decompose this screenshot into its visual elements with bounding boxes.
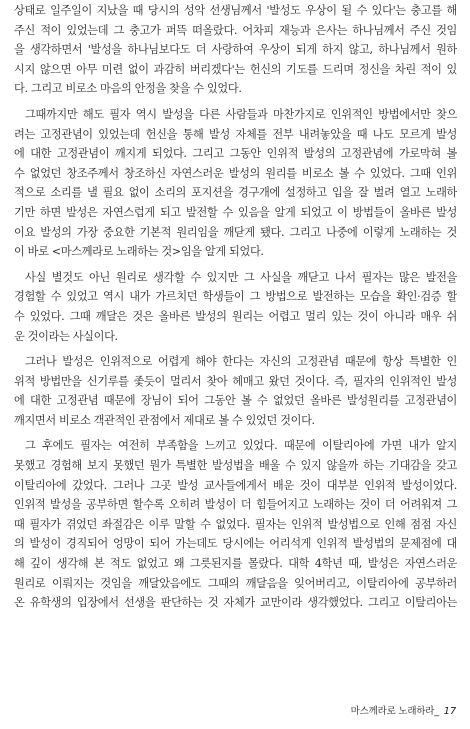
text-line: 수 있었다. 그때 깨달은 것은 올바른 발성의 원리는 어렵고 멀리 있는 것이 아니라 매우 쉬 bbox=[14, 309, 457, 323]
text-line: 해 깊이 생각해 본 적도 없었고 왜 그릇된지를 몰랐다. 대학 4학년 때, 발성은 자연스러운 bbox=[14, 557, 457, 571]
text-line: 수 없었던 창조주께서 창조하신 자연스러운 발성의 원리를 비로소 볼 수 있었다. 그때 인위 bbox=[14, 166, 457, 180]
text-line: 이탈리아에 갔었다. 그러나 그곳 발성 교사들에게서 배운 것이 대부분 인위적 발성이었다. bbox=[14, 478, 457, 492]
text-line: 기만 하면 발성은 자연스럽게 되고 발전할 수 있음을 알게 되었고 이 방법들이 올바른 발성 bbox=[14, 205, 457, 219]
paragraph-1 bbox=[14, 1, 457, 99]
text-line: 이 바로 <마스께라로 노래하는 것>임을 알게 되었다. bbox=[14, 245, 264, 259]
running-title: 마스께라로 노래하라 bbox=[350, 706, 435, 717]
page-footer bbox=[351, 703, 456, 717]
paragraph-5 bbox=[14, 436, 457, 612]
text-line: 깨지면서 비로소 객관적인 관점에서 제대로 볼 수 있었던 것이다. bbox=[14, 413, 315, 427]
page-number: 17 bbox=[443, 706, 456, 717]
text-line: 운 것이라는 사실이다. bbox=[14, 329, 118, 343]
text-line: 원리로 이뤄지는 것임을 깨달았음에도 그때의 깨달음을 잊어버리고, 이탈리아에 공부하러 bbox=[14, 576, 457, 590]
text-line: 을 생각하면서 '발성을 하나님보다도 더 사랑하여 우상이 되게 하지 않고, 하나님께서 원하 bbox=[14, 43, 457, 57]
text-line: 상태로 일주일이 지났을 때 당시의 성악 선생님께서 '발성도 우상이 될 수 있다'는 충고를 해 bbox=[14, 4, 457, 17]
text-line: 다. 그리고 비로소 마음의 안정을 찾을 수 있었다. bbox=[14, 82, 242, 96]
text-line: 적으로 소리를 낼 필요 없이 소리의 포지션을 경구개에 설정하고 입을 잘 벌려 열고 노래하 bbox=[14, 186, 457, 200]
text-line: 주신 적이 있었는데 그 충고가 퍼뜩 떠올랐다. 어차피 재능과 은사는 하나님께서 주신 것임 bbox=[14, 23, 457, 37]
paragraph-4 bbox=[14, 352, 457, 430]
body-text bbox=[14, 1, 457, 619]
text-line: 온 유학생의 입장에서 선생을 판단하는 것 자체가 교만이라 생각했었다. 그리고 이탈리아는 bbox=[14, 596, 457, 610]
text-line: 인위적 발성을 공부하면 할수록 오히려 발성이 더 힘들어지고 노래하는 것이 더 어려워져 그 bbox=[14, 498, 457, 512]
text-line: 때 필자가 겪었던 좌절감은 이루 말할 수 없었다. 필자는 인위적 발성법으로 인해 점점 자신 bbox=[14, 517, 457, 531]
paragraph-3 bbox=[14, 268, 457, 346]
paragraph-2 bbox=[14, 105, 457, 262]
text-line: 려는 고정관념이 있었는데 헌신을 통해 발성 자체를 전부 내려놓았을 때 나도 모르게 발성 bbox=[14, 127, 457, 141]
text-line: 경험할 수 있었고 역시 내가 가르치던 학생들이 그 방법으로 발전하는 모습을 확인·검증 할 bbox=[14, 290, 457, 304]
text-line: 시지 않으면 아무 미련 없이 과감히 버리겠다'는 헌신의 기도를 드리며 정신을 차린 적이 있 bbox=[14, 62, 457, 76]
text-line: 에 대한 고정관념 때문에 장님이 되어 그동안 볼 수 없었던 올바른 발성원리를 고정관념이 bbox=[14, 394, 457, 408]
text-line: 그때까지만 해도 필자 역시 발성을 다른 사람들과 마찬가지로 인위적인 방법에서만 찾으 bbox=[25, 107, 457, 121]
footer-separator: _ bbox=[434, 706, 439, 717]
text-line: 의 발성이 경직되어 엉망이 되어 가는데도 당시에는 어리석게 인위적 발성법의 문제점에 대 bbox=[14, 537, 457, 551]
text-line: 못했고 경험해 보지 못했던 뭔가 특별한 발성법을 배울 수 있지 않을까 하는 기대감을 갖고 bbox=[14, 459, 457, 473]
text-line: 사실 별것도 아닌 원리로 생각할 수 있지만 그 사실을 깨닫고 나서 필자는 많은 발전을 bbox=[25, 270, 457, 284]
text-line: 위적 방법만을 신기루를 좇듯이 멀리서 찾아 헤매고 왔던 것이다. 즉, 필자의 인위적인 발성 bbox=[14, 374, 457, 388]
text-line: 에 대한 고정관념이 깨지게 되었다. 그리고 그동안 인위적 발성의 고정관념에 가로막혀 볼 bbox=[14, 147, 457, 161]
text-line: 이요 발성의 가장 중요한 기본적 원리임을 깨닫게 됐다. 그리고 나중에 이렇게 노래하는 것 bbox=[14, 225, 457, 239]
text-line: 그러나 발성은 인위적으로 어렵게 해야 한다는 자신의 고정관념 때문에 항상 특별한 인 bbox=[25, 355, 457, 369]
text-line: 그 후에도 필자는 여전히 부족함을 느끼고 있었다. 때문에 이탈리아에 가면 내가 알지 bbox=[25, 439, 457, 453]
